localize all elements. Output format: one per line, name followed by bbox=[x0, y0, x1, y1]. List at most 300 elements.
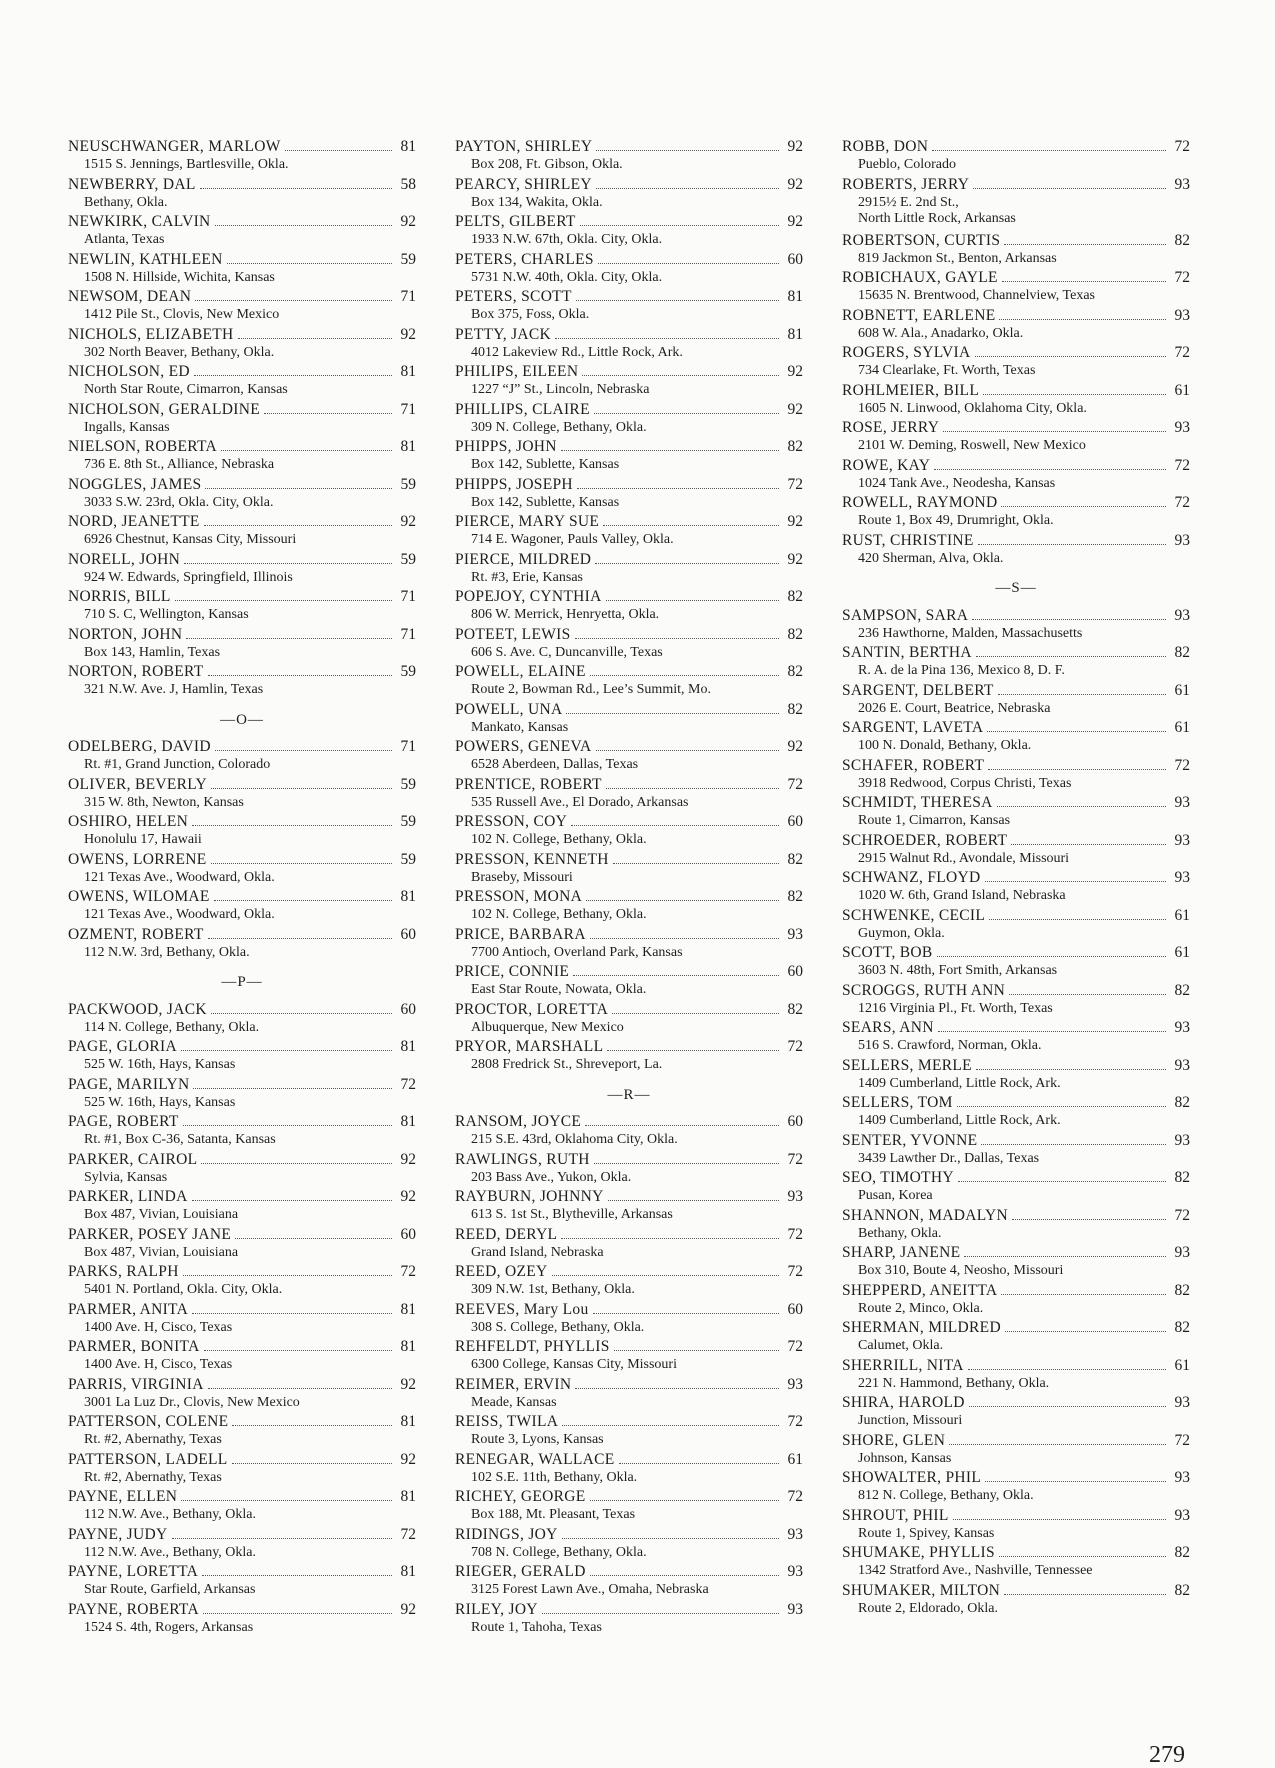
entry-name: PARKER, POSEY JANE bbox=[68, 1225, 232, 1243]
entry-page-number: 59 bbox=[400, 850, 416, 868]
dot-leader bbox=[989, 919, 1166, 920]
dot-leader bbox=[1011, 844, 1166, 845]
entry-page-number: 82 bbox=[787, 850, 803, 868]
entry-page-number: 81 bbox=[400, 363, 416, 380]
entry-page-number: 93 bbox=[1174, 1056, 1190, 1074]
entry-address: 4012 Lakeview Rd., Little Rock, Ark. bbox=[471, 344, 683, 360]
entry-address: 2101 W. Deming, Roswell, New Mexico bbox=[858, 438, 1086, 453]
dot-leader bbox=[582, 375, 779, 376]
entry-name: ROBNETT, EARLENE bbox=[842, 306, 996, 324]
directory-entry bbox=[455, 400, 803, 438]
entry-name-line bbox=[842, 1206, 1190, 1225]
entry-address: Rt. #2, Abernathy, Texas bbox=[84, 1469, 222, 1485]
entry-name-line bbox=[68, 1412, 416, 1431]
entry-address: 315 W. 8th, Newton, Kansas bbox=[84, 794, 244, 810]
entry-name-line bbox=[455, 700, 803, 719]
entry-name: RENEGAR, WALLACE bbox=[455, 1450, 615, 1468]
entry-address: 321 N.W. Ave. J, Hamlin, Texas bbox=[84, 682, 264, 697]
entry-address: Box 487, Vivian, Louisiana bbox=[84, 1244, 239, 1260]
entry-address: 102 N. College, Bethany, Okla. bbox=[471, 832, 647, 847]
entry-name: NEWLIN, KATHLEEN bbox=[68, 250, 223, 268]
entry-name: SELLERS, MERLE bbox=[842, 1056, 972, 1074]
directory-entry bbox=[455, 137, 803, 175]
entry-name: PAYNE, ROBERTA bbox=[68, 1600, 199, 1618]
dot-leader bbox=[264, 413, 392, 414]
entry-address: 121 Texas Ave., Woodward, Okla. bbox=[84, 907, 275, 922]
entry-address: 309 N. College, Bethany, Okla. bbox=[471, 419, 647, 435]
entry-address: 102 N. College, Bethany, Okla. bbox=[471, 907, 647, 922]
dot-leader bbox=[1001, 506, 1166, 507]
entry-name: PARKER, CAIROL bbox=[68, 1150, 198, 1168]
entry-page-number: 72 bbox=[787, 775, 803, 793]
entry-name-line bbox=[68, 475, 416, 494]
entry-name: REED, DERYL bbox=[455, 1225, 558, 1243]
entry-name: POWERS, GENEVA bbox=[455, 738, 592, 755]
entry-page-number: 72 bbox=[400, 1263, 416, 1280]
entry-name: SHEPPERD, ANEITTA bbox=[842, 1281, 998, 1299]
directory-entry bbox=[68, 1412, 416, 1450]
directory-entry bbox=[455, 1600, 803, 1638]
directory-entry bbox=[455, 437, 803, 475]
directory-entry bbox=[842, 175, 1190, 231]
entry-address: 1400 Ave. H, Cisco, Texas bbox=[84, 1319, 233, 1335]
dot-leader bbox=[562, 1425, 779, 1426]
directory-entry bbox=[455, 850, 803, 888]
entry-name-line bbox=[68, 1600, 416, 1619]
directory-entry bbox=[68, 1112, 416, 1150]
entry-name-line bbox=[68, 737, 416, 756]
entry-address: 112 N.W. 3rd, Bethany, Okla. bbox=[84, 944, 250, 960]
entry-name: SCHAFER, ROBERT bbox=[842, 756, 985, 774]
directory-entry bbox=[455, 325, 803, 363]
entry-page-number: 93 bbox=[787, 1600, 803, 1618]
directory-entry bbox=[68, 850, 416, 888]
entry-address: Honolulu 17, Hawaii bbox=[84, 832, 202, 847]
entry-name: PHILLIPS, CLAIRE bbox=[455, 400, 590, 418]
entry-page-number: 82 bbox=[1174, 644, 1190, 661]
entry-address: 121 Texas Ave., Woodward, Okla. bbox=[84, 869, 275, 885]
entry-name-line bbox=[842, 943, 1190, 962]
dot-leader bbox=[204, 525, 392, 526]
directory-entry bbox=[455, 1412, 803, 1450]
entry-page-number: 72 bbox=[1174, 494, 1190, 511]
entry-name-line bbox=[68, 512, 416, 531]
entry-page-number: 59 bbox=[400, 550, 416, 568]
entry-address: Route 1, Spivey, Kansas bbox=[858, 1525, 995, 1541]
entry-name-line bbox=[68, 325, 416, 344]
directory-entry bbox=[455, 1150, 803, 1188]
entry-page-number: 92 bbox=[787, 363, 803, 380]
entry-name: PIERCE, MARY SUE bbox=[455, 513, 600, 530]
entry-address: 1024 Tank Ave., Neodesha, Kansas bbox=[858, 475, 1056, 491]
directory-entry bbox=[68, 1075, 416, 1113]
entry-name: PRENTICE, ROBERT bbox=[455, 775, 602, 793]
entry-name-line bbox=[842, 1093, 1190, 1112]
directory-entry bbox=[455, 737, 803, 775]
entry-page-number: 72 bbox=[1174, 344, 1190, 361]
dot-leader bbox=[964, 1256, 1166, 1257]
directory-entry bbox=[842, 1468, 1190, 1506]
dot-leader bbox=[552, 1275, 779, 1276]
entry-name-line bbox=[455, 737, 803, 756]
entry-name-line bbox=[842, 531, 1190, 550]
entry-page-number: 72 bbox=[787, 1338, 803, 1355]
dot-leader bbox=[596, 188, 779, 189]
dot-leader bbox=[606, 600, 779, 601]
directory-entry bbox=[842, 1431, 1190, 1469]
entry-page-number: 92 bbox=[400, 513, 416, 530]
directory-entry bbox=[68, 325, 416, 363]
entry-address: Rt. #1, Box C-36, Satanta, Kansas bbox=[84, 1132, 276, 1147]
entry-address: Sylvia, Kansas bbox=[84, 1169, 168, 1185]
entry-address: Junction, Missouri bbox=[858, 1413, 963, 1428]
dot-leader bbox=[949, 1444, 1166, 1445]
entry-name-line bbox=[455, 1187, 803, 1206]
entry-address: 5401 N. Portland, Okla. City, Okla. bbox=[84, 1282, 283, 1297]
entry-address: 3918 Redwood, Corpus Christi, Texas bbox=[858, 775, 1072, 791]
entry-page-number: 60 bbox=[787, 963, 803, 980]
dot-leader bbox=[593, 1313, 779, 1314]
entry-name: ODELBERG, DAVID bbox=[68, 738, 211, 755]
entry-name-line bbox=[455, 1487, 803, 1506]
entry-name-line bbox=[68, 437, 416, 456]
entry-name: SARGENT, DELBERT bbox=[842, 681, 994, 699]
entry-page-number: 82 bbox=[1174, 1319, 1190, 1336]
entry-page-number: 93 bbox=[1174, 831, 1190, 849]
entry-name-line bbox=[68, 400, 416, 419]
entry-address: 924 W. Edwards, Springfield, Illinois bbox=[84, 569, 293, 585]
entry-name-line bbox=[68, 1150, 416, 1169]
entry-name-line bbox=[455, 1525, 803, 1544]
entry-name-line bbox=[455, 475, 803, 494]
entry-page-number: 93 bbox=[1174, 1244, 1190, 1261]
entry-name-line bbox=[455, 1600, 803, 1619]
entry-name: PARKER, LINDA bbox=[68, 1188, 188, 1205]
entry-name-line bbox=[842, 456, 1190, 475]
entry-page-number: 93 bbox=[787, 1375, 803, 1393]
entry-name-line bbox=[455, 812, 803, 831]
entry-page-number: 82 bbox=[1174, 1544, 1190, 1561]
entry-address: Star Route, Garfield, Arkansas bbox=[84, 1582, 256, 1597]
entry-page-number: 59 bbox=[400, 775, 416, 793]
dot-leader bbox=[577, 488, 779, 489]
entry-name: PAYNE, LORETTA bbox=[68, 1563, 199, 1580]
entry-name-line bbox=[68, 287, 416, 306]
dot-leader bbox=[976, 656, 1166, 657]
entry-address: 734 Clearlake, Ft. Worth, Texas bbox=[858, 363, 1036, 378]
entry-name-line bbox=[842, 1468, 1190, 1487]
dot-leader bbox=[192, 1200, 392, 1201]
entry-name-line bbox=[455, 362, 803, 381]
entry-name: ROWELL, RAYMOND bbox=[842, 494, 998, 511]
entry-address: Rt. #3, Erie, Kansas bbox=[471, 569, 583, 585]
entry-page-number: 92 bbox=[400, 1375, 416, 1393]
entry-page-number: 72 bbox=[1174, 1206, 1190, 1224]
entry-name: SCROGGS, RUTH ANN bbox=[842, 981, 1006, 999]
dot-leader bbox=[566, 713, 779, 714]
entry-name-line bbox=[842, 1018, 1190, 1037]
entry-name: SCHWANZ, FLOYD bbox=[842, 869, 981, 886]
page-number: 279 bbox=[1149, 1742, 1185, 1768]
entry-name: NICHOLSON, ED bbox=[68, 363, 190, 380]
entry-page-number: 60 bbox=[400, 1225, 416, 1243]
entry-name: PRICE, CONNIE bbox=[455, 963, 570, 980]
entry-name-line bbox=[68, 812, 416, 831]
entry-name: ROBERTS, JERRY bbox=[842, 175, 970, 193]
entry-name: SHUMAKER, MILTON bbox=[842, 1581, 1001, 1599]
dot-leader bbox=[208, 938, 392, 939]
entry-page-number: 82 bbox=[1174, 1094, 1190, 1111]
directory-entry bbox=[842, 643, 1190, 681]
entry-address: 1508 N. Hillside, Wichita, Kansas bbox=[84, 269, 275, 285]
entry-address: Meade, Kansas bbox=[471, 1394, 557, 1410]
entry-page-number: 72 bbox=[400, 1525, 416, 1543]
directory-entry bbox=[68, 1150, 416, 1188]
directory-entry bbox=[68, 775, 416, 813]
entry-address: Route 2, Eldorado, Okla. bbox=[858, 1600, 998, 1616]
entry-name: REISS, TWILA bbox=[455, 1413, 559, 1430]
entry-page-number: 81 bbox=[787, 325, 803, 343]
entry-address: 1216 Virginia Pl., Ft. Worth, Texas bbox=[858, 1000, 1053, 1016]
entry-name-line bbox=[842, 1431, 1190, 1450]
directory-entry bbox=[455, 175, 803, 213]
entry-name-line bbox=[842, 831, 1190, 850]
directory-entry bbox=[842, 981, 1190, 1019]
directory-entry bbox=[455, 625, 803, 663]
entry-name: PETERS, SCOTT bbox=[455, 288, 572, 305]
dot-leader bbox=[972, 619, 1166, 620]
entry-name-line bbox=[68, 1487, 416, 1506]
entry-name-line bbox=[455, 850, 803, 869]
directory-entry bbox=[842, 381, 1190, 419]
entry-address: 1412 Pile St., Clovis, New Mexico bbox=[84, 307, 280, 322]
directory-entry bbox=[842, 1018, 1190, 1056]
entry-name-line bbox=[455, 925, 803, 944]
directory-entry bbox=[455, 887, 803, 925]
dot-leader bbox=[973, 188, 1166, 189]
dot-leader bbox=[204, 1350, 392, 1351]
entry-page-number: 59 bbox=[400, 813, 416, 830]
entry-address: 420 Sherman, Alva, Okla. bbox=[858, 550, 1004, 566]
entry-name-line bbox=[68, 662, 416, 681]
directory-entry bbox=[842, 268, 1190, 306]
directory-entry bbox=[842, 718, 1190, 756]
entry-name-line bbox=[455, 1412, 803, 1431]
directory-entry bbox=[842, 1356, 1190, 1394]
directory-entry bbox=[455, 512, 803, 550]
entry-name-line bbox=[68, 1225, 416, 1244]
entry-name-line bbox=[68, 1037, 416, 1056]
section-letter-header: —O— bbox=[220, 711, 264, 728]
entry-page-number: 92 bbox=[787, 513, 803, 530]
entry-name: SHOWALTER, PHIL bbox=[842, 1469, 982, 1486]
entry-page-number: 60 bbox=[400, 1000, 416, 1018]
entry-name: RUST, CHRISTINE bbox=[842, 531, 974, 549]
dot-leader bbox=[594, 1163, 779, 1164]
entry-page-number: 72 bbox=[787, 475, 803, 493]
entry-name-line bbox=[455, 175, 803, 194]
entry-page-number: 81 bbox=[400, 1563, 416, 1580]
dot-leader bbox=[957, 1106, 1166, 1107]
entry-page-number: 93 bbox=[1174, 306, 1190, 324]
entry-name: RICHEY, GEORGE bbox=[455, 1488, 586, 1505]
entry-name: PAGE, MARILYN bbox=[68, 1075, 190, 1093]
dot-leader bbox=[285, 150, 392, 151]
directory-entry bbox=[455, 812, 803, 850]
entry-name-line bbox=[68, 1187, 416, 1206]
dot-leader bbox=[978, 544, 1166, 545]
directory-entry bbox=[68, 1600, 416, 1638]
entry-page-number: 72 bbox=[787, 1263, 803, 1280]
directory-entry bbox=[842, 1131, 1190, 1169]
entry-page-number: 61 bbox=[1174, 1356, 1190, 1374]
entry-name-line bbox=[455, 437, 803, 456]
dot-leader bbox=[192, 1313, 392, 1314]
entry-address: 2915½ E. 2nd St., bbox=[858, 194, 959, 210]
dot-leader bbox=[968, 1369, 1166, 1370]
entry-name-line bbox=[455, 1112, 803, 1131]
dot-leader bbox=[183, 1275, 392, 1276]
directory-entry bbox=[68, 437, 416, 475]
entry-page-number: 60 bbox=[787, 250, 803, 268]
dot-leader bbox=[590, 675, 779, 676]
entry-name: NEWKIRK, CALVIN bbox=[68, 213, 211, 230]
entry-address: 714 E. Wagoner, Pauls Valley, Okla. bbox=[471, 532, 674, 547]
directory-entry bbox=[68, 212, 416, 250]
dot-leader bbox=[613, 863, 779, 864]
dot-leader bbox=[976, 1069, 1166, 1070]
entry-name: NEWBERRY, DAL bbox=[68, 175, 196, 193]
entry-page-number: 92 bbox=[400, 1150, 416, 1168]
entry-address: 613 S. 1st St., Blytheville, Arkansas bbox=[471, 1207, 673, 1222]
entry-address: 6300 College, Kansas City, Missouri bbox=[471, 1357, 677, 1372]
entry-address: Atlanta, Texas bbox=[84, 232, 165, 247]
entry-name: SHORE, GLEN bbox=[842, 1431, 946, 1449]
entry-name: SANTIN, BERTHA bbox=[842, 644, 972, 661]
directory-entry bbox=[842, 1281, 1190, 1319]
entry-page-number: 81 bbox=[400, 1038, 416, 1055]
entry-name-line bbox=[842, 1543, 1190, 1562]
directory-entry bbox=[455, 1450, 803, 1488]
entry-name: PIERCE, MILDRED bbox=[455, 550, 592, 568]
directory-entry bbox=[455, 775, 803, 813]
entry-name-line bbox=[842, 868, 1190, 887]
entry-name-line bbox=[842, 793, 1190, 812]
dot-leader bbox=[934, 469, 1166, 470]
entry-name: POPEJOY, CYNTHIA bbox=[455, 588, 602, 605]
entry-address: 1515 S. Jennings, Bartlesville, Okla. bbox=[84, 157, 289, 172]
entry-name-line bbox=[842, 137, 1190, 156]
dot-leader bbox=[590, 1575, 779, 1576]
entry-name-line bbox=[842, 1393, 1190, 1412]
entry-page-number: 92 bbox=[787, 213, 803, 230]
entry-name: PETERS, CHARLES bbox=[455, 250, 594, 268]
dot-leader bbox=[983, 394, 1166, 395]
entry-name: SCHWENKE, CECIL bbox=[842, 906, 986, 924]
entry-address: Box 142, Sublette, Kansas bbox=[471, 457, 620, 472]
entry-address: 2808 Fredrick St., Shreveport, La. bbox=[471, 1057, 663, 1072]
entry-page-number: 92 bbox=[787, 138, 803, 155]
dot-leader bbox=[590, 938, 779, 939]
dot-leader bbox=[943, 431, 1166, 432]
section-letter-header: —S— bbox=[995, 580, 1037, 596]
entry-address: 6926 Chestnut, Kansas City, Missouri bbox=[84, 532, 297, 547]
entry-name-line bbox=[842, 718, 1190, 737]
entry-name-line bbox=[68, 1450, 416, 1469]
directory-entry bbox=[455, 475, 803, 513]
directory-entry bbox=[842, 756, 1190, 794]
directory-entry bbox=[842, 1393, 1190, 1431]
dot-leader bbox=[607, 1050, 779, 1051]
entry-name: SENTER, YVONNE bbox=[842, 1131, 978, 1149]
entry-address: Box 375, Foss, Okla. bbox=[471, 307, 590, 322]
entry-name: SHANNON, MADALYN bbox=[842, 1206, 1008, 1224]
directory-column-2 bbox=[455, 137, 803, 1637]
entry-name: PRICE, BARBARA bbox=[455, 925, 586, 943]
entry-page-number: 93 bbox=[787, 925, 803, 943]
dot-leader bbox=[981, 1144, 1166, 1145]
entry-name-line bbox=[842, 756, 1190, 775]
entry-name-line bbox=[842, 1056, 1190, 1075]
entry-name: NIELSON, ROBERTA bbox=[68, 438, 218, 455]
dot-leader bbox=[181, 1500, 392, 1501]
entry-address: North Star Route, Cimarron, Kansas bbox=[84, 382, 288, 397]
entry-address: Route 2, Minco, Okla. bbox=[858, 1300, 984, 1316]
directory-entry bbox=[68, 1487, 416, 1525]
directory-entry bbox=[842, 493, 1190, 531]
entry-name-line bbox=[455, 1300, 803, 1319]
entry-address: 5731 N.W. 40th, Okla. City, Okla. bbox=[471, 269, 663, 285]
entry-name: REEVES, Mary Lou bbox=[455, 1300, 589, 1318]
entry-page-number: 93 bbox=[787, 1188, 803, 1205]
entry-name-line bbox=[455, 887, 803, 906]
entry-page-number: 72 bbox=[787, 1225, 803, 1243]
directory-entry bbox=[68, 1037, 416, 1075]
directory-entry bbox=[842, 681, 1190, 719]
dot-leader bbox=[999, 319, 1166, 320]
directory-entry bbox=[68, 625, 416, 663]
entry-address: 812 N. College, Bethany, Okla. bbox=[858, 1488, 1034, 1503]
entry-page-number: 81 bbox=[400, 138, 416, 155]
directory-entry bbox=[68, 1525, 416, 1563]
directory-entry bbox=[842, 868, 1190, 906]
dot-leader bbox=[975, 356, 1166, 357]
entry-name-line bbox=[842, 175, 1190, 194]
entry-name: ROBERTSON, CURTIS bbox=[842, 231, 1001, 249]
entry-name: PAYNE, JUDY bbox=[68, 1525, 168, 1543]
dot-leader bbox=[235, 1238, 392, 1239]
dot-leader bbox=[184, 563, 392, 564]
entry-name: OLIVER, BEVERLY bbox=[68, 775, 207, 793]
directory-entry bbox=[455, 1487, 803, 1525]
entry-address: 606 S. Ave. C, Duncanville, Texas bbox=[471, 644, 663, 660]
directory-entry bbox=[455, 662, 803, 700]
entry-address: Route 1, Cimarron, Kansas bbox=[858, 813, 1011, 828]
entry-page-number: 93 bbox=[1174, 175, 1190, 193]
entry-name-line bbox=[68, 550, 416, 569]
entry-address: 3033 S.W. 23rd, Okla. City, Okla. bbox=[84, 494, 274, 510]
entry-page-number: 92 bbox=[400, 213, 416, 230]
entry-name: ROHLMEIER, BILL bbox=[842, 381, 980, 399]
directory-entry bbox=[68, 737, 416, 775]
entry-name: PARMER, BONITA bbox=[68, 1338, 200, 1355]
directory-entry bbox=[68, 1262, 416, 1300]
entry-page-number: 92 bbox=[400, 1450, 416, 1468]
dot-leader bbox=[202, 1575, 392, 1576]
entry-name: PELTS, GILBERT bbox=[455, 213, 576, 230]
dot-leader bbox=[211, 788, 392, 789]
entry-address: Calumet, Okla. bbox=[858, 1338, 944, 1353]
